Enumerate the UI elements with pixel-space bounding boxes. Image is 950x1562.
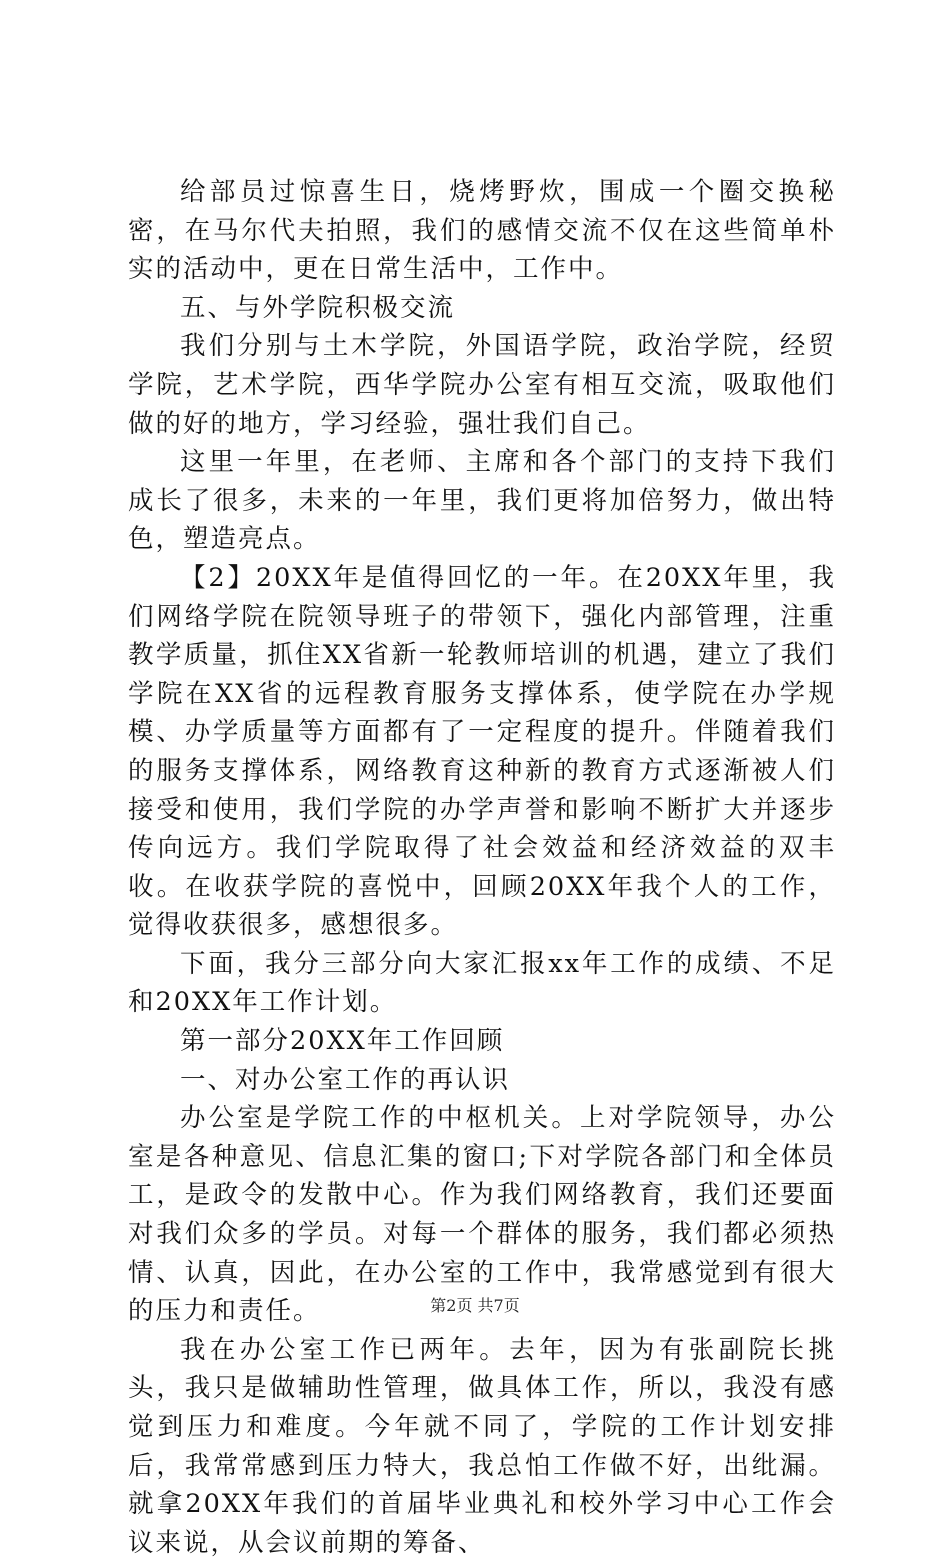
paragraph: 下面，我分三部分向大家汇报xx年工作的成绩、不足和20XX年工作计划。 — [128, 948, 836, 1018]
section-heading: 五、与外学院积极交流 — [180, 292, 456, 323]
section-heading: 一、对办公室工作的再认识 — [180, 1064, 511, 1095]
paragraph: 这里一年里，在老师、主席和各个部门的支持下我们成长了很多，未来的一年里，我们更将加倍努力，做出特色，塑造亮点。 — [128, 447, 836, 555]
paragraph: 给部员过惊喜生日，烧烤野炊，围成一个圈交换秘密，在马尔代夫拍照，我们的感情交流不仅在这些简单朴实的活动中，更在日常生活中，工作中。 — [128, 177, 836, 285]
section-heading: 第一部分20XX年工作回顾 — [180, 1026, 505, 1057]
page-number-footer: 第2页 共7页 — [430, 1296, 520, 1315]
paragraph: 办公室是学院工作的中枢机关。上对学院领导，办公室是各种意见、信息汇集的窗口;下对学院各部门和全体员工，是政令的发散中心。作为我们网络教育，我们还要面对我们众多的学员。对每一个群体的服务，我们都必须热情、认真，因此，在办公室的工作中，我常感觉到有很大的压力和责任。 — [128, 1103, 836, 1327]
paragraph: 【2】20XX年是值得回忆的一年。在20XX年里，我们网络学院在院领导班子的带领下，强化内部管理，注重教学质量，抓住XX省新一轮教师培训的机遇，建立了我们学院在XX省的远程教育服务支撑体系，使学院在办学规模、办学质量等方面都有了一定程度的提升。伴随着我们的服务支撑体系，网络教育这种新的教育方式逐渐被人们接受和使用，我们学院的办学声誉和影响不断扩大并逐步传向远方。我们学院取得了社会效益和经济效益的双丰收。在收获学院的喜悦中，回顾20XX年我个人的工作，觉得收获很多，感想很多。 — [128, 562, 836, 941]
paragraph: 我们分别与土木学院，外国语学院，政治学院，经贸学院，艺术学院，西华学院办公室有相互交流，吸取他们做的好的地方，学习经验，强壮我们自己。 — [128, 331, 836, 439]
document-body — [128, 173, 836, 1562]
paragraph: 我在办公室工作已两年。去年，因为有张副院长挑头，我只是做辅助性管理，做具体工作，所以，我没有感觉到压力和难度。今年就不同了，学院的工作计划安排后，我常常感到压力特大，我总怕工作做不好，出纰漏。就拿20XX年我们的首届毕业典礼和校外学习中心工作会议来说，从会议前期的筹备、 — [128, 1334, 836, 1558]
